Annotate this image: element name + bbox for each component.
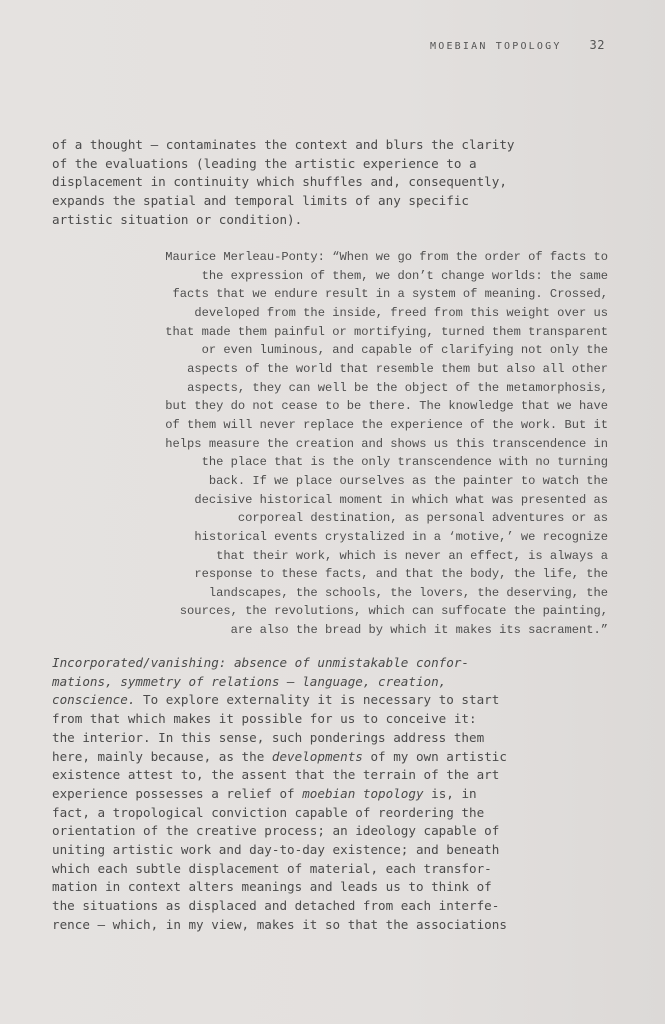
text-line: from that which makes it possible for us to conceive it:: [52, 711, 477, 727]
running-header: [430, 38, 605, 52]
italic-term: developments: [271, 748, 363, 764]
text-line-italic: Incorporated/vanishing: absence of unmistakable confor-: [52, 655, 470, 670]
text-line: which each subtle displacement of material, each transfor-: [52, 860, 492, 876]
text-run: here, mainly because, as the: [52, 748, 272, 764]
italic-term: conscience.: [52, 692, 136, 708]
text-line: [52, 785, 532, 804]
quote-line: are also the bread by which it makes its sacrament.”: [230, 623, 608, 638]
paragraph-1: [52, 136, 532, 230]
text-run: To explore externality it is necessary to start: [135, 692, 500, 708]
text-line: existence attest to, the assent that the terrain of the art: [52, 767, 500, 783]
text-line: of the evaluations (leading the artistic experience to a: [52, 155, 477, 171]
quote-line: aspects, they can well be the object of the metamorphosis,: [187, 380, 608, 395]
text-line: artistic situation or condition).: [52, 211, 303, 227]
text-line: the situations as displaced and detached from each interfe-: [52, 898, 500, 914]
text-line: rence – which, in my view, makes it so that the associations: [52, 916, 507, 932]
text-line: of a thought – contaminates the context and blurs the clarity: [52, 137, 515, 152]
quote-line: Maurice Merleau-Ponty: “When we go from the order of facts to: [165, 250, 608, 264]
quote-line: that made them painful or mortifying, turned them transparent: [165, 324, 608, 339]
text-run: is, in: [423, 785, 477, 801]
quote-line: the expression of them, we don’t change worlds: the same: [201, 268, 608, 283]
quote-line: but they do not cease to be there. The knowledge that we have: [165, 399, 608, 414]
quote-line: decisive historical moment in which what was presented as: [194, 492, 608, 507]
paragraph-2: [52, 654, 532, 935]
italic-term: moebian topology: [302, 785, 424, 801]
running-title: MOEBIAN TOPOLOGY: [430, 41, 562, 52]
quote-line: developed from the inside, freed from this weight over us: [194, 305, 608, 320]
quote-line: sources, the revolutions, which can suffocate the painting,: [179, 604, 608, 619]
quote-line: historical events crystalized in a ‘motive,’ we recognize: [194, 529, 608, 544]
quote-line: that their work, which is never an effect, is always a: [216, 548, 608, 563]
text-line: [52, 691, 532, 710]
text-line: the interior. In this sense, such ponderings address them: [52, 729, 485, 745]
text-line: orientation of the creative process; an ideology capable of: [52, 823, 500, 839]
text-run: of my own artistic: [362, 748, 507, 764]
quote-line: corporeal destination, as personal adventures or as: [237, 511, 608, 526]
quote-line: facts that we endure result in a system of meaning. Crossed,: [172, 287, 608, 302]
text-line: uniting artistic work and day-to-day existence; and beneath: [52, 842, 500, 858]
text-run: experience possesses a relief of: [52, 785, 303, 801]
quote-line: aspects of the world that resemble them but also all other: [187, 361, 608, 376]
quote-line: or even luminous, and capable of clarifying not only the: [201, 343, 608, 358]
text-line: expands the spatial and temporal limits of any specific: [52, 193, 470, 209]
text-line: [52, 748, 532, 767]
text-line-italic: mations, symmetry of relations – language, creation,: [52, 673, 447, 689]
quote-line: of them will never replace the experience of the work. But it: [165, 417, 608, 432]
quote-line: response to these facts, and that the body, the life, the: [194, 567, 608, 582]
quote-line: helps measure the creation and shows us this transcendence in: [165, 436, 608, 451]
quote-line: back. If we place ourselves as the painter to watch the: [208, 473, 608, 488]
quote-line: the place that is the only transcendence with no turning: [201, 455, 608, 470]
page-number: 32: [589, 38, 605, 52]
block-quote: [140, 248, 608, 640]
text-line: displacement in continuity which shuffles and, consequently,: [52, 174, 507, 190]
text-line: mation in context alters meanings and leads us to think of: [52, 879, 492, 895]
quote-line: landscapes, the schools, the lovers, the deserving, the: [208, 585, 608, 600]
text-line: fact, a tropological conviction capable of reordering the: [52, 804, 485, 820]
